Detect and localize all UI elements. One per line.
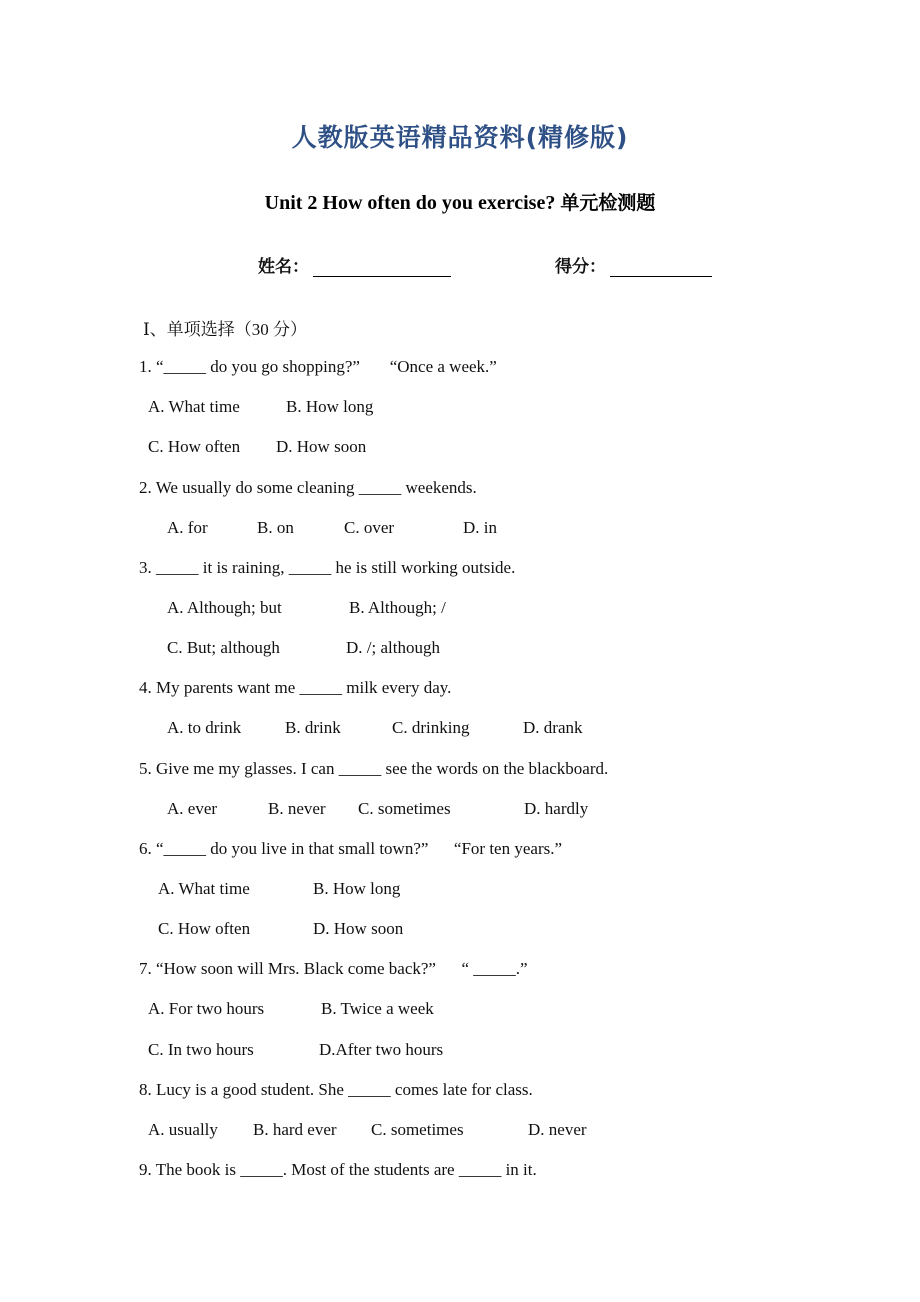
test-title-chinese: 单元检测题	[560, 192, 656, 214]
question-3: 3. _____ it is raining, _____ he is still working outside.	[139, 558, 516, 577]
q4-option-c: C. drinking	[392, 718, 470, 737]
q5-option-c: C. sometimes	[358, 799, 451, 818]
q1-option-a: A. What time	[148, 397, 240, 416]
q4-option-d: D. drank	[523, 718, 583, 737]
q8-option-c: C. sometimes	[371, 1120, 464, 1139]
question-8: 8. Lucy is a good student. She _____ comes late for class.	[139, 1080, 533, 1099]
q3-option-a: A. Although; but	[167, 598, 282, 617]
question-6: 6. “_____ do you live in that small town?” “For ten years.”	[139, 839, 563, 858]
q7-option-a: A. For two hours	[148, 999, 265, 1018]
q7-option-d: D.After two hours	[319, 1040, 444, 1059]
test-title-english: Unit 2 How often do you exercise?	[264, 192, 556, 214]
score-blank[interactable]	[610, 256, 712, 277]
q8-option-a: A. usually	[148, 1120, 218, 1139]
q2-option-a: A. for	[167, 518, 208, 537]
q1-option-d: D. How soon	[276, 437, 367, 456]
q5-option-a: A. ever	[167, 799, 218, 818]
name-field	[258, 252, 451, 277]
question-5: 5. Give me my glasses. I can _____ see the words on the blackboard.	[139, 759, 609, 778]
q2-option-b: B. on	[257, 518, 294, 537]
q8-option-b: B. hard ever	[253, 1120, 337, 1139]
q6-option-a: A. What time	[158, 879, 250, 898]
q7-option-b: B. Twice a week	[321, 999, 434, 1018]
q2-option-d: D. in	[463, 518, 497, 537]
q3-option-c: C. But; although	[167, 638, 280, 657]
q6-option-d: D. How soon	[313, 919, 404, 938]
q4-option-a: A. to drink	[167, 718, 242, 737]
name-blank[interactable]	[313, 256, 451, 277]
score-field	[555, 252, 712, 277]
q5-option-b: B. never	[268, 799, 326, 818]
question-9: 9. The book is _____. Most of the students are _____ in it.	[139, 1160, 537, 1179]
q2-option-c: C. over	[344, 518, 395, 537]
publisher-title: 人教版英语精品资料(精修版)	[291, 123, 629, 152]
question-1: 1. “_____ do you go shopping?” “Once a week.”	[139, 357, 497, 376]
q3-option-b: B. Although; /	[349, 598, 446, 617]
q8-option-d: D. never	[528, 1120, 587, 1139]
score-label: 得分：	[555, 257, 606, 277]
q6-option-b: B. How long	[313, 879, 401, 898]
question-7: 7. “How soon will Mrs. Black come back?” “ _____.”	[139, 959, 528, 978]
question-2: 2. We usually do some cleaning _____ weekends.	[139, 478, 477, 497]
q5-option-d: D. hardly	[524, 799, 589, 818]
test-title	[0, 188, 920, 215]
q4-option-b: B. drink	[285, 718, 341, 737]
q7-option-c: C. In two hours	[148, 1040, 254, 1059]
q6-option-c: C. How often	[158, 919, 251, 938]
q1-option-b: B. How long	[286, 397, 374, 416]
question-4: 4. My parents want me _____ milk every day.	[139, 678, 452, 697]
q3-option-d: D. /; although	[346, 638, 440, 657]
q1-option-c: C. How often	[148, 437, 241, 456]
section-heading: Ⅰ、单项选择（30 分）	[143, 320, 307, 339]
name-label: 姓名：	[258, 257, 309, 277]
